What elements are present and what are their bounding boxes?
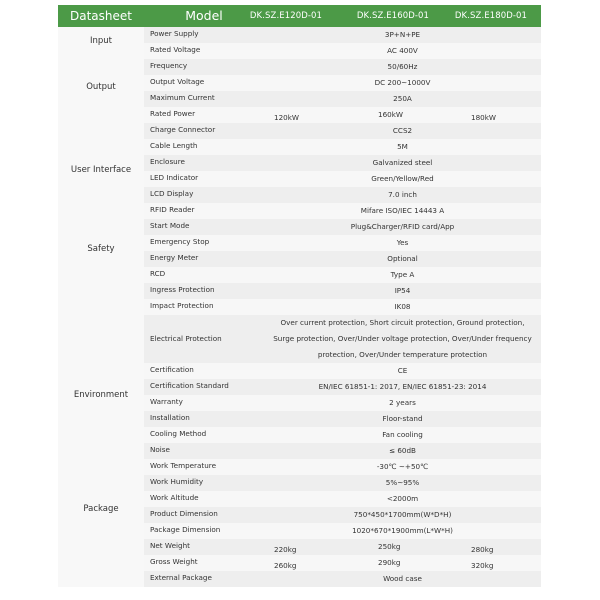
spec-value: Fan cooling bbox=[382, 430, 423, 439]
spec-value-model-1: 220kg bbox=[274, 545, 297, 554]
spec-label: Package Dimension bbox=[150, 525, 221, 534]
spec-value: Wood case bbox=[383, 574, 422, 583]
spec-value: EN/IEC 61851-1: 2017, EN/IEC 61851-23: 2014 bbox=[318, 382, 487, 391]
spec-value: 50/60Hz bbox=[387, 62, 418, 71]
spec-row bbox=[144, 27, 541, 43]
spec-value: <2000m bbox=[386, 494, 419, 503]
spec-row bbox=[144, 75, 541, 91]
spec-row bbox=[144, 171, 541, 187]
spec-label: Gross Weight bbox=[150, 557, 198, 566]
spec-value-model-3: 280kg bbox=[471, 545, 494, 554]
spec-row bbox=[144, 459, 541, 475]
spec-label: Warranty bbox=[150, 397, 183, 406]
category-package: Package bbox=[83, 504, 119, 514]
spec-label: Product Dimension bbox=[150, 509, 218, 518]
spec-value: CCS2 bbox=[392, 126, 413, 135]
category-input: Input bbox=[89, 36, 112, 46]
spec-row bbox=[144, 139, 541, 155]
spec-value-model-2: 250kg bbox=[378, 542, 401, 551]
spec-value: AC 400V bbox=[387, 46, 418, 55]
category-user-interface: User Interface bbox=[70, 165, 132, 175]
spec-label: Charge Connector bbox=[150, 125, 216, 134]
spec-value: Over current protection, Short circuit protection, Ground protection, Surge protection, Over/Under voltage protection, Over/Under frequency protection, Over/Under temperature protection bbox=[273, 318, 532, 359]
spec-row bbox=[144, 123, 541, 139]
spec-value: 2 years bbox=[389, 398, 416, 407]
model-name-3: DK.SZ.E180D-01 bbox=[454, 11, 528, 21]
spec-value: CE bbox=[397, 366, 408, 375]
model-heading: Model bbox=[185, 8, 223, 23]
spec-label: RCD bbox=[150, 269, 166, 278]
spec-label: Emergency Stop bbox=[150, 237, 210, 246]
spec-label: RFID Reader bbox=[150, 205, 195, 214]
datasheet-table bbox=[58, 5, 541, 587]
category-output: Output bbox=[86, 82, 116, 92]
spec-value: Floor-stand bbox=[382, 414, 423, 423]
spec-value: 3P+N+PE bbox=[384, 30, 421, 39]
spec-row bbox=[144, 523, 541, 539]
spec-label: LCD Display bbox=[150, 189, 194, 198]
spec-value: -30℃ ~+50℃ bbox=[376, 462, 429, 471]
datasheet-heading: Datasheet bbox=[70, 9, 132, 23]
spec-label: Work Temperature bbox=[150, 461, 217, 470]
spec-row bbox=[144, 299, 541, 315]
spec-value: Optional bbox=[387, 254, 418, 263]
spec-row bbox=[144, 219, 541, 235]
spec-value: Yes bbox=[396, 238, 409, 247]
spec-value-model-3: 320kg bbox=[471, 561, 494, 570]
spec-label: Work Humidity bbox=[150, 477, 204, 486]
spec-label: Maximum Current bbox=[150, 93, 215, 102]
spec-label: Cable Length bbox=[150, 141, 198, 150]
spec-value-model-1: 120kW bbox=[274, 113, 299, 122]
spec-value-model-2: 160kW bbox=[378, 110, 403, 119]
spec-row bbox=[144, 443, 541, 459]
spec-value-model-3: 180kW bbox=[471, 113, 496, 122]
spec-label: Rated Power bbox=[150, 109, 196, 118]
spec-row bbox=[144, 395, 541, 411]
spec-row bbox=[144, 475, 541, 491]
spec-value: 1020*670*1900mm(L*W*H) bbox=[352, 526, 453, 535]
spec-value: 5M bbox=[397, 142, 408, 151]
spec-row bbox=[144, 59, 541, 75]
spec-row bbox=[144, 491, 541, 507]
spec-row bbox=[144, 363, 541, 379]
spec-value: DC 200~1000V bbox=[374, 78, 431, 87]
spec-label: Power Supply bbox=[150, 29, 199, 38]
category-environment: Environment bbox=[73, 390, 129, 400]
spec-label: Installation bbox=[150, 413, 190, 422]
model-name-1: DK.SZ.E120D-01 bbox=[249, 11, 323, 21]
spec-label: Start Mode bbox=[150, 221, 190, 230]
spec-row bbox=[144, 379, 541, 395]
spec-row bbox=[144, 187, 541, 203]
spec-row bbox=[144, 283, 541, 299]
spec-label: Cooling Method bbox=[150, 429, 207, 438]
spec-label: Net Weight bbox=[150, 541, 190, 550]
spec-value: 7.0 inch bbox=[388, 190, 417, 199]
spec-label: Electrical Protection bbox=[150, 334, 222, 343]
spec-label: External Package bbox=[150, 573, 212, 582]
spec-label: Certification Standard bbox=[150, 381, 229, 390]
spec-row bbox=[144, 251, 541, 267]
spec-value-model-2: 290kg bbox=[378, 558, 401, 567]
spec-row bbox=[144, 555, 541, 571]
spec-label: Work Altitude bbox=[150, 493, 199, 502]
spec-value: 750*450*1700mm(W*D*H) bbox=[353, 510, 452, 519]
spec-label: Certification bbox=[150, 365, 194, 374]
spec-rows bbox=[144, 27, 541, 587]
spec-row bbox=[144, 411, 541, 427]
spec-label: Frequency bbox=[150, 61, 188, 70]
table-header bbox=[58, 5, 541, 27]
spec-row bbox=[144, 235, 541, 251]
spec-value-model-1: 260kg bbox=[274, 561, 297, 570]
spec-value: 5%~95% bbox=[385, 478, 420, 487]
category-safety: Safety bbox=[87, 244, 115, 254]
spec-value: ≤ 60dB bbox=[389, 446, 416, 455]
spec-label: Impact Protection bbox=[150, 301, 214, 310]
category-column bbox=[58, 27, 144, 587]
spec-row bbox=[144, 571, 541, 587]
model-name-2: DK.SZ.E160D-01 bbox=[356, 11, 430, 21]
spec-row bbox=[144, 507, 541, 523]
spec-row bbox=[144, 315, 541, 363]
spec-value: 250A bbox=[393, 94, 412, 103]
spec-label: Enclosure bbox=[150, 157, 185, 166]
spec-row bbox=[144, 427, 541, 443]
spec-value: Green/Yellow/Red bbox=[371, 174, 434, 183]
spec-value: Type A bbox=[390, 270, 415, 279]
spec-row bbox=[144, 267, 541, 283]
table-body bbox=[58, 27, 541, 587]
spec-value: Plug&Charger/RFID card/App bbox=[350, 222, 455, 231]
spec-label: Output Voltage bbox=[150, 77, 205, 86]
spec-label: Rated Voltage bbox=[150, 45, 201, 54]
spec-value: Mifare ISO/IEC 14443 A bbox=[360, 206, 445, 215]
spec-row bbox=[144, 91, 541, 107]
spec-row bbox=[144, 43, 541, 59]
spec-row bbox=[144, 155, 541, 171]
spec-label: Ingress Protection bbox=[150, 285, 215, 294]
spec-row bbox=[144, 203, 541, 219]
spec-value: IP54 bbox=[394, 286, 411, 295]
spec-label: Energy Meter bbox=[150, 253, 199, 262]
spec-row bbox=[144, 539, 541, 555]
spec-label: LED Indicator bbox=[150, 173, 199, 182]
spec-value: Galvanized steel bbox=[372, 158, 433, 167]
spec-row bbox=[144, 107, 541, 123]
spec-label: Noise bbox=[150, 445, 170, 454]
spec-value: IK08 bbox=[394, 302, 411, 311]
